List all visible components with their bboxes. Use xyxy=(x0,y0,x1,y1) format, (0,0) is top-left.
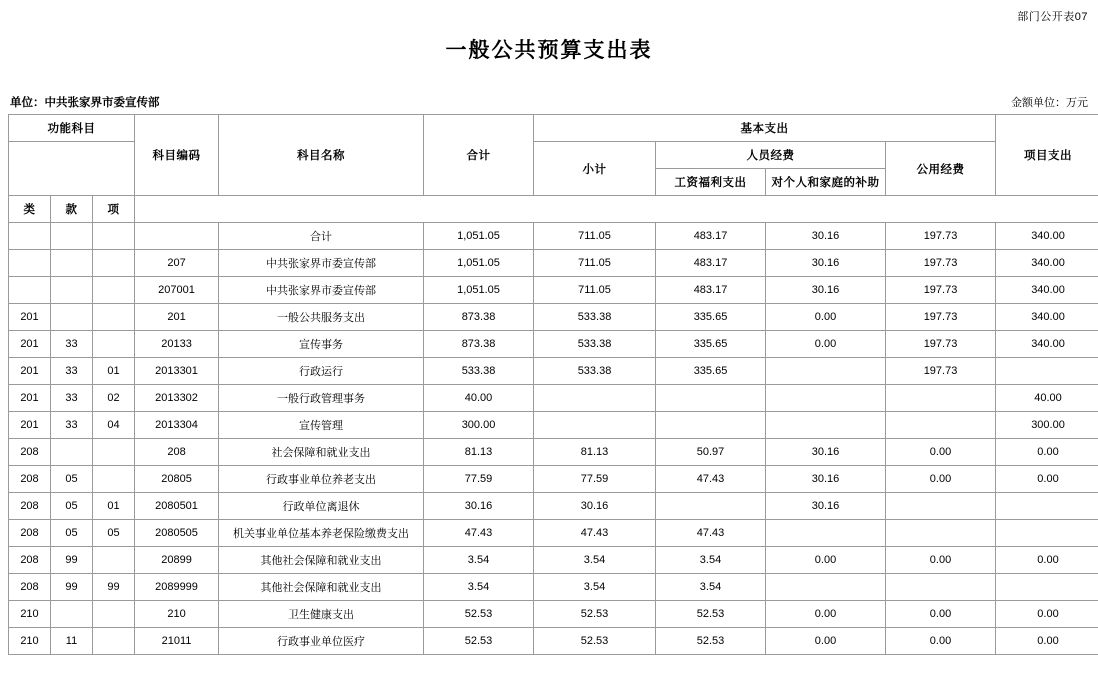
cell-subsidy: 0.00 xyxy=(766,304,886,331)
cell-subsidy: 30.16 xyxy=(766,439,886,466)
cell-project xyxy=(996,574,1098,601)
form-code: 部门公开表07 xyxy=(1017,11,1088,23)
header-total: 合计 xyxy=(424,115,534,196)
cell-project: 0.00 xyxy=(996,547,1098,574)
cell-xiang: 99 xyxy=(93,574,135,601)
cell-total: 1,051.05 xyxy=(424,223,534,250)
cell-salary: 52.53 xyxy=(656,628,766,655)
cell-subtotal: 77.59 xyxy=(534,466,656,493)
cell-subsidy: 30.16 xyxy=(766,466,886,493)
table-row xyxy=(9,466,1098,493)
cell-public xyxy=(886,385,996,412)
cell-code: 208 xyxy=(135,439,219,466)
cell-total: 47.43 xyxy=(424,520,534,547)
cell-lei xyxy=(9,250,51,277)
cell-name: 一般行政管理事务 xyxy=(219,385,424,412)
cell-total: 300.00 xyxy=(424,412,534,439)
cell-project: 340.00 xyxy=(996,331,1098,358)
cell-salary: 47.43 xyxy=(656,466,766,493)
cell-lei: 201 xyxy=(9,358,51,385)
header-subtotal: 小计 xyxy=(534,142,656,196)
cell-subsidy: 30.16 xyxy=(766,223,886,250)
cell-salary: 50.97 xyxy=(656,439,766,466)
cell-subsidy xyxy=(766,574,886,601)
cell-kuan: 11 xyxy=(51,628,93,655)
cell-lei: 201 xyxy=(9,385,51,412)
cell-salary: 3.54 xyxy=(656,547,766,574)
cell-code: 2080505 xyxy=(135,520,219,547)
cell-lei xyxy=(9,223,51,250)
cell-subsidy: 0.00 xyxy=(766,601,886,628)
cell-xiang xyxy=(93,277,135,304)
cell-total: 77.59 xyxy=(424,466,534,493)
cell-public xyxy=(886,520,996,547)
cell-salary: 52.53 xyxy=(656,601,766,628)
table-header-row-4 xyxy=(9,196,1098,223)
cell-salary: 335.65 xyxy=(656,304,766,331)
cell-total: 52.53 xyxy=(424,628,534,655)
cell-salary xyxy=(656,412,766,439)
cell-xiang xyxy=(93,223,135,250)
table-row xyxy=(9,304,1098,331)
table-row xyxy=(9,601,1098,628)
cell-total: 3.54 xyxy=(424,574,534,601)
cell-public: 197.73 xyxy=(886,358,996,385)
cell-xiang xyxy=(93,466,135,493)
cell-project: 340.00 xyxy=(996,304,1098,331)
cell-subsidy xyxy=(766,358,886,385)
cell-total: 873.38 xyxy=(424,304,534,331)
header-public-funds: 公用经费 xyxy=(886,142,996,196)
header-xiang: 项 xyxy=(93,196,135,223)
cell-name: 机关事业单位基本养老保险缴费支出 xyxy=(219,520,424,547)
cell-total: 30.16 xyxy=(424,493,534,520)
cell-salary: 483.17 xyxy=(656,223,766,250)
cell-code: 2013302 xyxy=(135,385,219,412)
page-title: 一般公共预算支出表 xyxy=(445,39,653,62)
cell-lei: 208 xyxy=(9,547,51,574)
cell-total: 1,051.05 xyxy=(424,277,534,304)
cell-public: 197.73 xyxy=(886,223,996,250)
cell-project xyxy=(996,493,1098,520)
cell-subsidy xyxy=(766,412,886,439)
cell-name: 行政运行 xyxy=(219,358,424,385)
cell-name: 合计 xyxy=(219,223,424,250)
header-name: 科目名称 xyxy=(219,115,424,196)
cell-public: 197.73 xyxy=(886,331,996,358)
cell-public: 0.00 xyxy=(886,439,996,466)
cell-project: 340.00 xyxy=(996,277,1098,304)
cell-salary xyxy=(656,385,766,412)
cell-total: 3.54 xyxy=(424,547,534,574)
table-body xyxy=(9,223,1098,655)
cell-name: 行政单位离退休 xyxy=(219,493,424,520)
cell-subsidy: 30.16 xyxy=(766,250,886,277)
header-personnel-funds: 人员经费 xyxy=(656,142,886,169)
cell-project: 40.00 xyxy=(996,385,1098,412)
header-func-subject: 功能科目 xyxy=(9,115,135,142)
cell-public: 0.00 xyxy=(886,628,996,655)
cell-kuan xyxy=(51,439,93,466)
cell-code: 2013304 xyxy=(135,412,219,439)
cell-xiang xyxy=(93,331,135,358)
cell-subtotal: 3.54 xyxy=(534,574,656,601)
cell-subtotal: 533.38 xyxy=(534,331,656,358)
header-salary: 工资福利支出 xyxy=(656,169,766,196)
cell-xiang: 01 xyxy=(93,358,135,385)
cell-kuan: 05 xyxy=(51,520,93,547)
cell-kuan: 33 xyxy=(51,331,93,358)
header-code: 科目编码 xyxy=(135,115,219,196)
cell-xiang xyxy=(93,547,135,574)
cell-xiang: 01 xyxy=(93,493,135,520)
cell-lei: 201 xyxy=(9,304,51,331)
cell-xiang xyxy=(93,601,135,628)
cell-subtotal: 3.54 xyxy=(534,547,656,574)
cell-code: 2089999 xyxy=(135,574,219,601)
table-row xyxy=(9,520,1098,547)
cell-total: 873.38 xyxy=(424,331,534,358)
cell-total: 81.13 xyxy=(424,439,534,466)
cell-salary: 3.54 xyxy=(656,574,766,601)
header-subsidy: 对个人和家庭的补助 xyxy=(766,169,886,196)
cell-name: 行政事业单位医疗 xyxy=(219,628,424,655)
table-row xyxy=(9,412,1098,439)
cell-subtotal: 711.05 xyxy=(534,223,656,250)
cell-total: 1,051.05 xyxy=(424,250,534,277)
cell-public: 0.00 xyxy=(886,466,996,493)
cell-code: 20899 xyxy=(135,547,219,574)
cell-kuan xyxy=(51,601,93,628)
header-kuan: 款 xyxy=(51,196,93,223)
cell-kuan: 33 xyxy=(51,412,93,439)
cell-subtotal: 81.13 xyxy=(534,439,656,466)
cell-xiang xyxy=(93,250,135,277)
cell-subsidy: 30.16 xyxy=(766,493,886,520)
table-row xyxy=(9,628,1098,655)
cell-public: 197.73 xyxy=(886,277,996,304)
cell-lei: 208 xyxy=(9,574,51,601)
cell-subsidy: 0.00 xyxy=(766,331,886,358)
cell-project: 0.00 xyxy=(996,628,1098,655)
header-lei: 类 xyxy=(9,196,51,223)
cell-kuan: 99 xyxy=(51,547,93,574)
cell-name: 宣传管理 xyxy=(219,412,424,439)
cell-code xyxy=(135,223,219,250)
table-row xyxy=(9,574,1098,601)
cell-code: 207 xyxy=(135,250,219,277)
cell-lei: 208 xyxy=(9,439,51,466)
cell-project: 0.00 xyxy=(996,601,1098,628)
cell-subsidy: 0.00 xyxy=(766,628,886,655)
cell-lei: 208 xyxy=(9,493,51,520)
cell-name: 行政事业单位养老支出 xyxy=(219,466,424,493)
cell-lei xyxy=(9,277,51,304)
cell-project: 0.00 xyxy=(996,466,1098,493)
cell-subtotal: 533.38 xyxy=(534,358,656,385)
cell-subtotal: 711.05 xyxy=(534,277,656,304)
cell-salary: 483.17 xyxy=(656,250,766,277)
cell-name: 宣传事务 xyxy=(219,331,424,358)
header-project-expenditure: 项目支出 xyxy=(996,115,1098,196)
table-header-row-1 xyxy=(9,115,1098,142)
cell-code: 20133 xyxy=(135,331,219,358)
cell-total: 533.38 xyxy=(424,358,534,385)
cell-subtotal: 30.16 xyxy=(534,493,656,520)
cell-project: 340.00 xyxy=(996,250,1098,277)
amount-unit-label: 金额单位：万元 xyxy=(1011,97,1088,109)
cell-name: 卫生健康支出 xyxy=(219,601,424,628)
cell-subtotal: 52.53 xyxy=(534,628,656,655)
cell-public: 197.73 xyxy=(886,304,996,331)
cell-project: 300.00 xyxy=(996,412,1098,439)
table-row xyxy=(9,277,1098,304)
cell-subtotal xyxy=(534,385,656,412)
cell-name: 中共张家界市委宣传部 xyxy=(219,277,424,304)
table-row xyxy=(9,547,1098,574)
cell-name: 一般公共服务支出 xyxy=(219,304,424,331)
cell-kuan: 33 xyxy=(51,358,93,385)
cell-code: 2013301 xyxy=(135,358,219,385)
cell-lei: 210 xyxy=(9,628,51,655)
cell-xiang: 02 xyxy=(93,385,135,412)
table-row xyxy=(9,223,1098,250)
cell-kuan: 05 xyxy=(51,466,93,493)
cell-public xyxy=(886,493,996,520)
cell-salary: 335.65 xyxy=(656,331,766,358)
table-row xyxy=(9,250,1098,277)
cell-lei: 208 xyxy=(9,520,51,547)
cell-kuan xyxy=(51,304,93,331)
meta-row xyxy=(8,94,1090,114)
cell-public: 197.73 xyxy=(886,250,996,277)
cell-total: 52.53 xyxy=(424,601,534,628)
cell-xiang: 05 xyxy=(93,520,135,547)
cell-kuan: 99 xyxy=(51,574,93,601)
cell-project xyxy=(996,520,1098,547)
cell-subsidy xyxy=(766,385,886,412)
cell-code: 2080501 xyxy=(135,493,219,520)
cell-code: 207001 xyxy=(135,277,219,304)
cell-lei: 201 xyxy=(9,412,51,439)
cell-subtotal: 533.38 xyxy=(534,304,656,331)
cell-subtotal: 711.05 xyxy=(534,250,656,277)
cell-subsidy: 30.16 xyxy=(766,277,886,304)
cell-name: 其他社会保障和就业支出 xyxy=(219,547,424,574)
unit-label: 单位：中共张家界市委宣传部 xyxy=(10,97,160,109)
table-row xyxy=(9,331,1098,358)
cell-project xyxy=(996,358,1098,385)
cell-project: 340.00 xyxy=(996,223,1098,250)
budget-table xyxy=(8,114,1098,655)
cell-name: 其他社会保障和就业支出 xyxy=(219,574,424,601)
cell-code: 20805 xyxy=(135,466,219,493)
header-basic-expenditure: 基本支出 xyxy=(534,115,996,142)
cell-kuan xyxy=(51,223,93,250)
cell-code: 21011 xyxy=(135,628,219,655)
cell-subsidy: 0.00 xyxy=(766,547,886,574)
cell-subtotal: 47.43 xyxy=(534,520,656,547)
cell-xiang xyxy=(93,304,135,331)
cell-name: 社会保障和就业支出 xyxy=(219,439,424,466)
cell-kuan xyxy=(51,277,93,304)
cell-public xyxy=(886,574,996,601)
cell-code: 210 xyxy=(135,601,219,628)
cell-salary xyxy=(656,493,766,520)
cell-kuan: 05 xyxy=(51,493,93,520)
cell-kuan xyxy=(51,250,93,277)
cell-xiang: 04 xyxy=(93,412,135,439)
cell-subtotal: 52.53 xyxy=(534,601,656,628)
table-row xyxy=(9,439,1098,466)
cell-salary: 483.17 xyxy=(656,277,766,304)
cell-public: 0.00 xyxy=(886,601,996,628)
cell-lei: 210 xyxy=(9,601,51,628)
cell-lei: 201 xyxy=(9,331,51,358)
cell-salary: 47.43 xyxy=(656,520,766,547)
cell-salary: 335.65 xyxy=(656,358,766,385)
cell-code: 201 xyxy=(135,304,219,331)
cell-subtotal xyxy=(534,412,656,439)
cell-name: 中共张家界市委宣传部 xyxy=(219,250,424,277)
cell-public xyxy=(886,412,996,439)
cell-subsidy xyxy=(766,520,886,547)
table-row xyxy=(9,493,1098,520)
cell-project: 0.00 xyxy=(996,439,1098,466)
cell-xiang xyxy=(93,628,135,655)
header-func-subject-spacer xyxy=(9,142,135,196)
cell-public: 0.00 xyxy=(886,547,996,574)
cell-lei: 208 xyxy=(9,466,51,493)
table-row xyxy=(9,385,1098,412)
cell-xiang xyxy=(93,439,135,466)
cell-kuan: 33 xyxy=(51,385,93,412)
table-row xyxy=(9,358,1098,385)
cell-total: 40.00 xyxy=(424,385,534,412)
